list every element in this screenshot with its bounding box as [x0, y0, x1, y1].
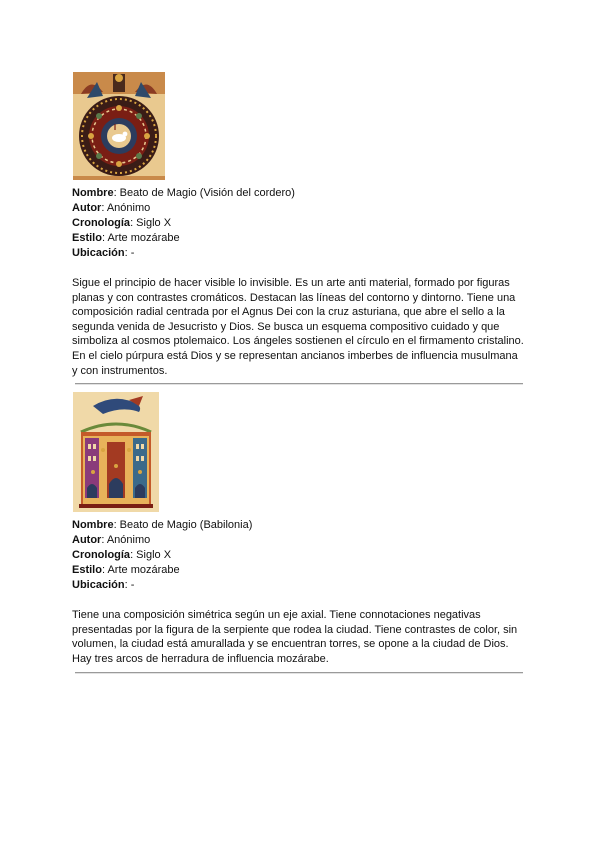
label-estilo: Estilo — [72, 564, 102, 576]
value-cronologia: : Siglo X — [130, 217, 172, 229]
field-ubicacion — [72, 578, 524, 593]
artwork-description: Tiene una composición simétrica según un eje axial. Tiene connotaciones negativas presentadas por la figura de la serpiente que rodea la ciudad. Tiene contrastes de color, sin volumen, la ciudad está amurallada y se encuentran torres, se opone a la ciudad de Dios. Hay tres arcos de herradura de influencia mozárabe. — [72, 609, 518, 665]
field-autor — [72, 201, 524, 216]
section-divider — [75, 672, 523, 674]
field-nombre — [72, 518, 524, 533]
artwork-details — [72, 518, 524, 593]
label-ubicacion: Ubicación — [72, 579, 125, 591]
value-estilo: : Arte mozárabe — [101, 564, 180, 576]
value-ubicacion: : - — [124, 247, 135, 259]
field-cronologia — [72, 548, 524, 563]
label-nombre: Nombre — [72, 187, 114, 199]
artwork-description: Sigue el principio de hacer visible lo invisible. Es un arte anti material, formado por figuras planas y con contrastes cromáticos. Destacan las líneas del contorno y dintorno. Tiene una composición radial centrada por el Agnus Dei con la cruz asturiana, que abre el sello a la segunda venida de Jesucristo y Dios. Se busca un esquema compositivo cuidado y que simboliza al cosmos ptolemaico. Los ángeles sostienen el círculo en el firmamento cristalino. En el cielo púrpura está Dios y se representan ancianos imberbes de influencia musulmana y con instrumentos. — [72, 277, 524, 377]
value-estilo: : Arte mozárabe — [101, 232, 180, 244]
field-nombre — [72, 186, 524, 201]
artwork-image-vision-cordero — [73, 72, 165, 180]
section-divider — [75, 383, 523, 385]
artwork-entry-vision-cordero — [72, 72, 524, 389]
field-estilo — [72, 563, 524, 578]
label-ubicacion: Ubicación — [72, 247, 125, 259]
field-ubicacion — [72, 246, 524, 261]
label-autor: Autor — [72, 534, 102, 546]
artwork-details — [72, 186, 524, 261]
label-nombre: Nombre — [72, 519, 114, 531]
field-cronologia — [72, 216, 524, 231]
value-autor: : Anónimo — [101, 534, 151, 546]
label-autor: Autor — [72, 202, 102, 214]
value-nombre: : Beato de Magio (Visión del cordero) — [113, 187, 295, 199]
value-autor: : Anónimo — [101, 202, 151, 214]
field-estilo — [72, 231, 524, 246]
artwork-entry-babilonia — [72, 392, 524, 677]
value-ubicacion: : - — [124, 579, 135, 591]
value-cronologia: : Siglo X — [130, 549, 172, 561]
artwork-image-babilonia — [73, 392, 159, 512]
label-estilo: Estilo — [72, 232, 102, 244]
value-nombre: : Beato de Magio (Babilonia) — [113, 519, 253, 531]
label-cronologia: Cronología — [72, 217, 131, 229]
field-autor — [72, 533, 524, 548]
label-cronologia: Cronología — [72, 549, 131, 561]
